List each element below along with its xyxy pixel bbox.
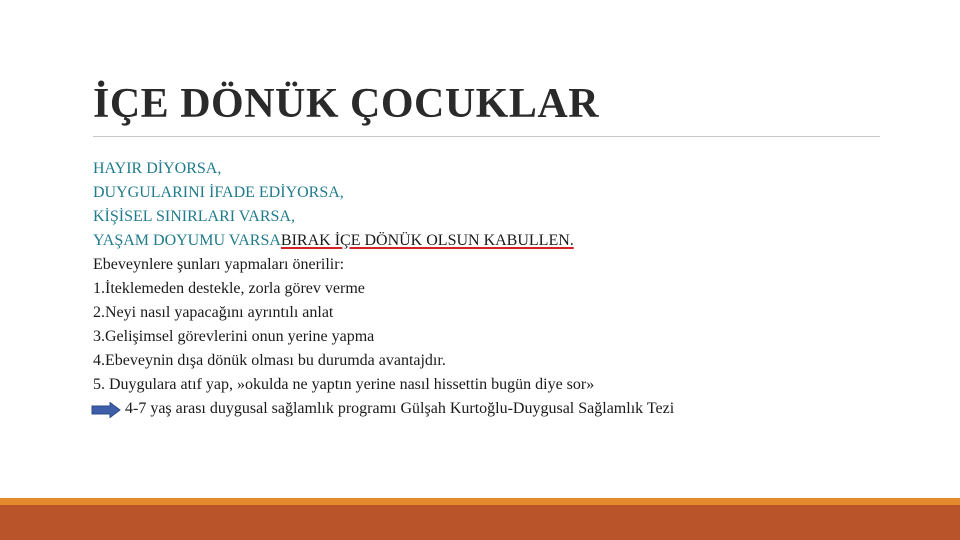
advice-item-4: 4.Ebeveynin dışa dönük olması bu durumda avantajdır.	[93, 352, 446, 369]
reference-text: 4-7 yaş arası duygusal sağlamlık programı Gülşah Kurtoğlu-Duygusal Sağlamlık Tezi	[125, 400, 675, 417]
slide-title: İÇE DÖNÜK ÇOCUKLAR	[93, 81, 600, 127]
condition-line-4-text: YAŞAM DOYUMU VARSA	[93, 232, 281, 249]
right-arrow-icon	[91, 402, 121, 418]
conclusion-text: BIRAK İÇE DÖNÜK OLSUN KABULLEN.	[280, 232, 574, 249]
title-divider	[93, 136, 880, 137]
slide-body	[93, 157, 893, 421]
condition-line-4	[93, 229, 893, 253]
advice-item-3: 3.Gelişimsel görevlerini onun yerine yapma	[93, 328, 375, 345]
footer-accent-strip	[0, 498, 960, 505]
advice-item-5: 5. Duygulara atıf yap, »okulda ne yaptın yerine nasıl hissettin bugün diye sor»	[93, 376, 595, 393]
advice-item-1: 1.İteklemeden destekle, zorla görev verme	[93, 280, 365, 297]
condition-line-2: DUYGULARINI İFADE EDİYORSA,	[93, 184, 344, 201]
advice-intro: Ebeveynlere şunları yapmaları önerilir:	[93, 256, 345, 273]
advice-item-2: 2.Neyi nasıl yapacağını ayrıntılı anlat	[93, 304, 334, 321]
condition-line-3: KİŞİSEL SINIRLARI VARSA,	[93, 208, 295, 225]
condition-line-1: HAYIR DİYORSA,	[93, 160, 222, 177]
reference-line	[93, 397, 893, 421]
